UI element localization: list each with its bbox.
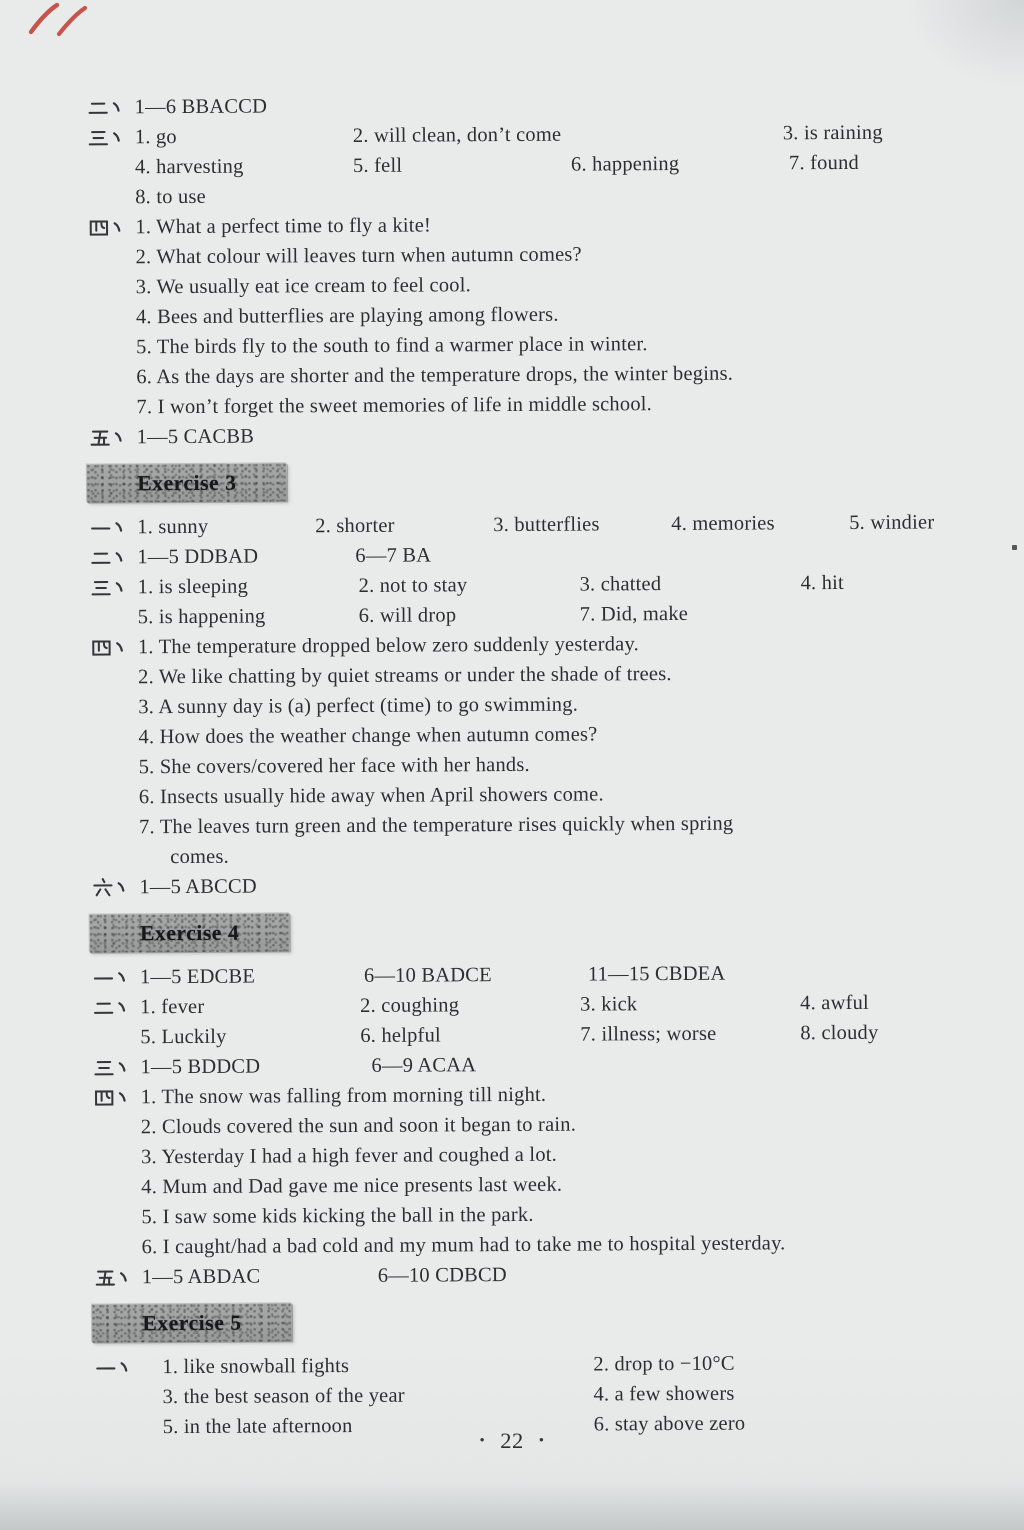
marker-slot-empty: [93, 1112, 141, 1142]
answer-item: 3. We usually eat ice cream to feel cool.: [135, 274, 471, 299]
section-marker-yi: [89, 512, 137, 542]
cjk-comma-icon: [119, 1270, 130, 1285]
answer-items: [141, 1140, 563, 1173]
answer-item: 4. How does the weather change when autumn comes?: [138, 723, 598, 749]
cjk-comma-icon: [114, 550, 125, 565]
section-marker-liu: [91, 872, 139, 902]
answer-items: [141, 1170, 568, 1203]
section-marker-wu: [89, 422, 137, 452]
cjk-numeral-icon: [92, 996, 115, 1019]
answer-item: 1—5 ABDAC: [141, 1265, 261, 1289]
cjk-comma-icon: [116, 880, 127, 895]
answer-item: 3. chatted: [579, 573, 662, 596]
marker-slot-empty: [88, 392, 136, 422]
answer-item: 1. fever: [140, 995, 205, 1019]
answer-item: 3. the best season of the year: [162, 1384, 405, 1409]
answer-item: 6—10 BADCE: [363, 964, 492, 987]
cjk-comma-icon: [115, 640, 126, 655]
answer-item: 4. harvesting: [134, 155, 244, 179]
section-marker-er: [92, 992, 140, 1022]
section-marker-yi: [94, 1352, 142, 1382]
cjk-numeral-icon: [89, 426, 112, 449]
answer-items: [142, 1259, 614, 1292]
answer-item: 2. What colour will leaves turn when autumn comes?: [135, 243, 582, 269]
answer-item: 1—5 EDCBE: [139, 965, 256, 989]
cjk-numeral-icon: [90, 636, 113, 659]
answer-item: 3. is raining: [782, 121, 883, 145]
answer-item: 7. Did, make: [579, 602, 689, 626]
answer-item: 7. The leaves turn green and the temperature rises quickly when spring: [138, 812, 734, 839]
marker-slot-empty: [90, 692, 138, 722]
cjk-numeral-icon: [93, 1086, 116, 1109]
answer-items: [135, 240, 587, 273]
answer-item: 6—10 CDBCD: [377, 1264, 507, 1287]
answer-item: 5. The birds fly to the south to find a warmer place in winter.: [136, 333, 648, 359]
cjk-numeral-icon: [87, 96, 110, 119]
answer-row: [87, 147, 1001, 183]
answer-items: [140, 1049, 602, 1082]
answer-item: 1—5 BDDCD: [140, 1055, 261, 1079]
marker-slot-empty: [88, 272, 136, 302]
answer-item: 3. Yesterday I had a high fever and coughed a lot.: [140, 1143, 558, 1169]
marker-slot-empty: [91, 842, 139, 872]
answer-items: [137, 567, 1021, 602]
answer-item: 8. cloudy: [800, 1021, 879, 1045]
marker-slot-empty: [92, 1022, 140, 1052]
answer-item: 5. fell: [352, 154, 403, 177]
marker-slot-empty: [94, 1232, 142, 1262]
answer-row: [89, 567, 1003, 603]
answer-row: [89, 507, 1003, 543]
marker-slot-empty: [93, 1202, 141, 1232]
scan-shade-bottom: [0, 1482, 1024, 1530]
cjk-comma-icon: [112, 130, 123, 145]
marker-slot-empty: [91, 812, 139, 842]
answer-item: 4. memories: [671, 512, 775, 536]
cjk-numeral-icon: [89, 546, 112, 569]
cjk-numeral-icon: [92, 966, 115, 989]
section-marker-san: [92, 1052, 140, 1082]
marker-slot-empty: [87, 242, 135, 272]
answer-item: 1—5 ABCCD: [139, 875, 257, 899]
answer-item: 1. The snow was falling from morning till night.: [140, 1083, 547, 1109]
answer-item: 1. go: [134, 126, 177, 149]
answer-item: 7. illness; worse: [580, 1022, 717, 1046]
cjk-comma-icon: [114, 520, 125, 535]
answer-item: 6. helpful: [360, 1024, 441, 1047]
answer-item: 6. happening: [570, 152, 680, 176]
answer-items: [138, 659, 678, 692]
marker-slot-empty: [87, 182, 135, 212]
cjk-comma-icon: [112, 100, 123, 115]
cjk-numeral-icon: [90, 576, 113, 599]
cjk-numeral-icon: [91, 876, 114, 899]
answer-items: [136, 300, 565, 333]
section-marker-san: [87, 122, 135, 152]
section-marker-si: [93, 1082, 141, 1112]
answer-item: 4. a few showers: [593, 1382, 735, 1406]
answer-item: 6. Insects usually hide away when April showers come.: [138, 783, 604, 809]
exercise-header-exercise-5: Exercise 5: [92, 1303, 292, 1342]
answer-item: 5. I saw some kids kicking the ball in the park.: [141, 1203, 534, 1229]
answer-items: [139, 809, 739, 843]
answer-item: 6—9 ACAA: [371, 1054, 477, 1077]
answer-item: comes.: [170, 845, 229, 869]
marker-slot-empty: [91, 782, 139, 812]
answer-item: 6—7 BA: [355, 544, 432, 567]
answer-items: [138, 690, 584, 723]
answer-items: [138, 598, 801, 632]
answer-items: [137, 507, 1024, 542]
answer-items: [139, 750, 536, 782]
marker-slot-empty: [88, 332, 136, 362]
answer-item: 5. is happening: [137, 605, 266, 629]
answer-item: 7. I won’t forget the sweet memories of life in middle school.: [136, 393, 653, 419]
answer-items: [141, 1200, 539, 1232]
cjk-comma-icon: [114, 430, 125, 445]
answer-row: [92, 1017, 1006, 1053]
answer-item: 1—5 DDBAD: [137, 545, 259, 569]
answer-items: [135, 182, 212, 212]
answer-items: [139, 779, 610, 812]
answer-item: 5. in the late afternoon: [162, 1415, 353, 1439]
answer-item: 3. kick: [580, 993, 638, 1016]
answer-row: [91, 867, 1005, 903]
answer-items: [142, 1228, 792, 1262]
marker-slot-empty: [90, 662, 138, 692]
scan-speck: [1012, 545, 1017, 550]
exercise-header-exercise-3: Exercise 3: [87, 463, 287, 502]
answer-items: [136, 270, 477, 302]
answer-item: 1. The temperature dropped below zero suddenly yesterday.: [137, 633, 639, 659]
cjk-comma-icon: [117, 1060, 128, 1075]
answer-item: 6. stay above zero: [593, 1412, 746, 1436]
answer-items: [135, 91, 274, 122]
answer-item: 2. Clouds covered the sun and soon it began to rain.: [140, 1113, 577, 1139]
section-marker-san: [89, 572, 137, 602]
section-marker-er: [87, 92, 135, 122]
answer-item: 2. coughing: [360, 994, 460, 1017]
answer-row: [89, 417, 1003, 453]
answer-item: 5. windier: [849, 511, 935, 534]
answer-item: 5. She covers/covered her face with her hands.: [138, 753, 530, 779]
exercise-header-exercise-4: Exercise 4: [90, 913, 290, 952]
section-marker-si: [87, 212, 135, 242]
cjk-comma-icon: [119, 1360, 130, 1375]
answer-items: [137, 422, 261, 453]
answer-item: 1. What a perfect time to fly a kite!: [135, 214, 432, 239]
cjk-numeral-icon: [87, 126, 110, 149]
answer-item: 3. A sunny day is (a) perfect (time) to go swimming.: [138, 693, 579, 719]
marker-slot-empty: [87, 152, 135, 182]
footer-dot-left: •: [479, 1433, 486, 1449]
cjk-comma-icon: [117, 970, 128, 985]
section-marker-er: [89, 542, 137, 572]
marker-slot-empty: [93, 1142, 141, 1172]
answer-items: [140, 958, 812, 992]
page-number-footer: [0, 1428, 1024, 1454]
answer-items: [141, 1080, 553, 1113]
answer-item: 6. As the days are shorter and the temperature drops, the winter begins.: [136, 362, 734, 389]
answer-item: 4. hit: [800, 571, 844, 595]
answer-items: [138, 719, 603, 752]
cjk-numeral-icon: [94, 1266, 117, 1289]
section-marker-wu: [94, 1262, 142, 1292]
answer-item: 3. butterflies: [493, 513, 600, 537]
answer-row: [94, 1257, 1008, 1293]
answer-item: 2. will clean, don’t come: [352, 123, 562, 147]
answer-item: 8. to use: [135, 185, 206, 209]
page-number: 22: [500, 1428, 524, 1453]
answer-item: 4. Mum and Dad gave me nice presents last week.: [141, 1173, 563, 1199]
answer-items: [139, 842, 235, 873]
answer-item: 2. drop to −10°C: [593, 1352, 735, 1376]
answer-item: 1. is sleeping: [137, 575, 249, 599]
answer-items: [137, 540, 573, 573]
answer-items: [135, 210, 437, 242]
answer-item: 6. I caught/had a bad cold and my mum had to take me to hospital yesterday.: [141, 1232, 786, 1259]
cjk-comma-icon: [112, 220, 123, 235]
answer-item: 7. found: [788, 151, 860, 175]
answer-items: [135, 147, 1007, 182]
answer-items: [138, 629, 645, 662]
answer-item: 2. not to stay: [358, 574, 468, 597]
marker-slot-empty: [90, 602, 138, 632]
answer-items: [140, 1017, 1020, 1052]
cjk-numeral-icon: [92, 1056, 115, 1079]
answer-items: [141, 1110, 582, 1143]
marker-slot-empty: [88, 362, 136, 392]
marker-slot-empty: [91, 752, 139, 782]
section-marker-si: [90, 632, 138, 662]
cjk-numeral-icon: [89, 516, 112, 539]
answer-items: [136, 359, 739, 393]
cjk-numeral-icon: [87, 216, 110, 239]
answer-item: 1. sunny: [137, 515, 209, 539]
cjk-comma-icon: [118, 1090, 129, 1105]
cjk-numeral-icon: [94, 1356, 117, 1379]
cjk-comma-icon: [115, 580, 126, 595]
answer-item: 4. Bees and butterflies are playing among flowers.: [135, 303, 559, 329]
answer-item: 1. like snowball fights: [162, 1355, 350, 1379]
answer-item: 6. will drop: [358, 604, 457, 627]
answer-items: [136, 389, 658, 422]
answer-item: 1—6 BBACCD: [134, 95, 268, 119]
cjk-comma-icon: [117, 1000, 128, 1015]
answer-items: [136, 329, 654, 362]
footer-dot-right: •: [538, 1433, 545, 1449]
answer-item: 2. shorter: [315, 514, 395, 538]
marker-slot-empty: [94, 1382, 142, 1412]
section-marker-yi: [92, 962, 140, 992]
marker-slot-empty: [93, 1172, 141, 1202]
answer-item: 5. Luckily: [140, 1025, 227, 1049]
answer-items: [139, 872, 263, 903]
answer-item: 4. awful: [800, 991, 869, 1015]
answer-item: 1—5 CACBB: [136, 425, 255, 449]
answer-item: 11—15 CBDEA: [587, 962, 726, 986]
marker-slot-empty: [90, 722, 138, 752]
marker-slot-empty: [88, 302, 136, 332]
answer-item: 2. We like chatting by quiet streams or under the shade of trees.: [138, 663, 672, 689]
